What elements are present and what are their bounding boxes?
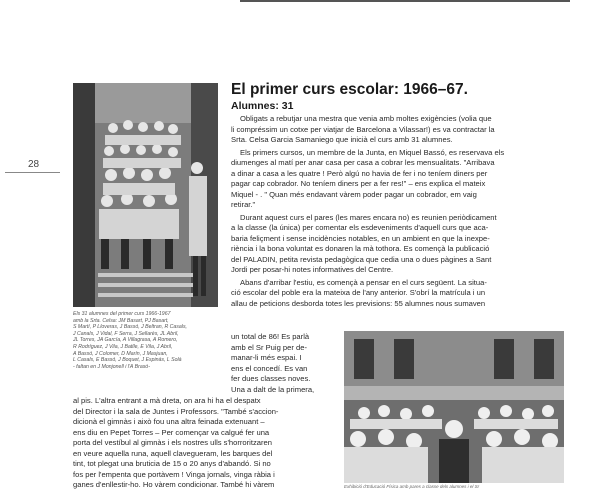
text-line: retirar." (231, 200, 256, 209)
text-line: a la classe (la única) per comentar els esdeveniments d'aquell curs que aca- (231, 223, 489, 232)
gym-photo-illustration (344, 331, 564, 483)
paragraph-3 (231, 213, 566, 276)
text-line: Els primers cursos, un membre de la Junta, en Miquel Bassó, es reservava els (240, 147, 505, 157)
caption-line: J Canals, J Vidal, F Serra, J Sellarès, JL Abril, (73, 330, 179, 337)
paragraph-1 (231, 114, 566, 146)
top-rule (240, 0, 570, 2)
text-line: riència i la bona voluntat es donaren la mà tothora. Es començà la publicació (231, 244, 490, 253)
text-line: dicionà el gimnàs i això fou una altra feinada extenuant – (73, 417, 265, 426)
paragraph-2 (231, 148, 566, 211)
text-line: porta del vestíbul al gimnàs i els nostres ulls s'horroritzaren (73, 438, 272, 447)
text-line: pagar cap cobrador. No teníem diners per a fer res!" – ens explica el mateix (231, 179, 486, 188)
caption-line: - faltan en J Monjonell i l'A Brasó- (73, 363, 150, 370)
caption-line: Els 31 alumnes del primer curs 1966-1967 (73, 311, 171, 317)
paragraph-4 (231, 278, 566, 310)
caption-line: L Casals, E Bassó, J Boquet, J Espinàs, L Solà (73, 357, 182, 364)
article-body (231, 114, 566, 311)
text-line: ens diu en Pepet Torres – Per començar va calgué fer una (73, 427, 270, 437)
text-line: ganes d'enllestir-ho. Ho vàrem condicionar. També hi vàrem (73, 480, 275, 489)
text-line: ció escolar del poble era la mateixa de l'any anterior. S'obrí la matrícula i un (231, 288, 486, 297)
text-line: amb el Sr Puig per de- (231, 342, 307, 352)
text-line: manar-li més espai. I (231, 353, 302, 362)
text-line: baria feliçment i sense incidències notables, en un ambient en que la inexpe- (231, 233, 490, 243)
article-title: El primer curs escolar: 1966–67. (231, 81, 468, 98)
article-body-lower (73, 396, 341, 491)
text-line: fos per l'empenta que portàvem ! Vinga jornals, vinga ràbia i (73, 469, 275, 479)
class-photo-illustration (73, 83, 218, 307)
page-number: 28 (28, 159, 40, 170)
text-line: al pis. L'altra entrant a mà dreta, on ara hi ha el despatx (73, 396, 261, 405)
caption-line: S Martí, P Lloveras, J Bassó, J Beltran, R Casals, (73, 324, 187, 331)
gym-photo-caption: Exhibició d'Educació Física amb pares a classe dels alumnes i el Sr (344, 484, 480, 489)
text-line: Abans d'arribar l'estiu, es començà a pensar en el curs següent. La situa- (240, 277, 487, 287)
text-line: li compréssim un cotxe per viatjar de Barcelona a Vilassar!) es va contractar la (231, 124, 495, 134)
text-line: fer dues classes noves. (231, 374, 311, 383)
text-line: allau de peticions desborda totes les previsions: 55 alumnes nous sumaven (231, 298, 486, 308)
text-line: diumenges al matí per anar casa per casa a cobrar les mensualitats. "Arribava (231, 158, 495, 167)
text-line: del Director i la sala de Juntes i Professors. "També s'accion- (73, 406, 279, 416)
class-photo (73, 83, 218, 307)
article-subtitle: Alumnes: 31 (231, 100, 294, 112)
text-line: en veure aquella runa, aquell clavegueram, les barques del (73, 448, 273, 458)
caption-line: A Bassó, J Colomer, D Marín, J Masjuan, (73, 350, 168, 357)
caption-line: JL Torres, JA García, A Villagrasa, A Romero, (73, 337, 178, 344)
text-line: Obligats a rebutjar una mestra que venia amb moltes exigències (volia que (240, 114, 492, 123)
text-line: un total de 86! Es parlà (231, 332, 310, 341)
text-line: tint, tot plegat una bruticia de 15 o 20 anys d'abandó. Si no (73, 459, 271, 468)
text-line: Srta. Celsa Garcia Samaniego que inicià el curs amb 31 alumnes. (231, 135, 453, 144)
text-line: del PALADIN, petita revista pedagògica que cedia una o dues pàgines a Sant (231, 254, 492, 264)
class-photo-caption (73, 311, 223, 370)
text-line: Miquel - . " Quan més endavant vàrem poder pagar un cobrador, em vaig (231, 189, 477, 199)
article-body-narrow (231, 332, 341, 395)
text-line: Jordi per posar-hi notes informatives del Centre. (231, 265, 394, 274)
gym-photo (344, 331, 564, 483)
text-line: Durant aquest curs el pares (les mares encara no) es reunien periòdicament (240, 212, 497, 222)
text-line: a dinar a casa a les quatre ! Però algú no havia de fer i no teníem diners per (231, 168, 488, 178)
caption-line: R Rodríguez, J Vila, J Batlle, E Vila, J Abril, (73, 343, 173, 350)
margin-rule (5, 172, 60, 173)
text-line: Una a dalt de la primera, (231, 384, 315, 394)
text-line: ens el concedí. Es van (231, 363, 308, 373)
caption-line: amb la Srta. Celsa: JM Basart, PJ Basart, (73, 317, 169, 324)
